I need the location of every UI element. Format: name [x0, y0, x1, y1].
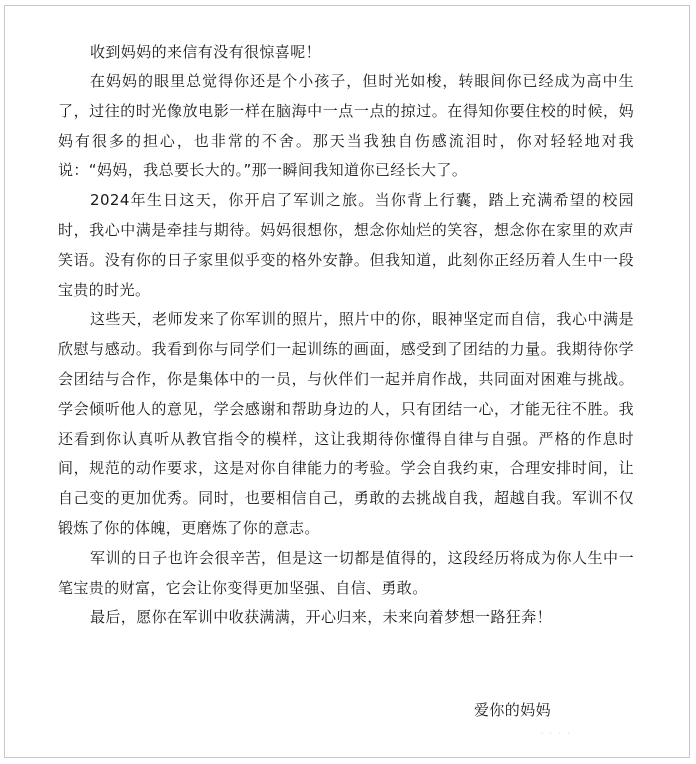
letter-body: [58, 38, 634, 633]
letter-paragraph-3: 这些天，老师发来了你军训的照片，照片中的你，眼神坚定而自信，我心中满是欣慰与感动。我看到你与同学们一起训练的画面，感受到了团结的力量。我期待你学会团结与合作，你是集体中的一员，与伙伴们一起并肩作战，共同面对困难与挑战。学会倾听他人的意见，学会感谢和帮助身边的人，只有团结一心，才能无往不胜。我还看到你认真听从教官指令的模样，这让我期待你懂得自律与自强。严格的作息时间，规范的动作要求，这是对你自律能力的考验。学会自我约束，合理安排时间，让自己变的更加优秀。同时，也要相信自己，勇敢的去挑战自我，超越自我。军训不仅锻炼了你的体魄，更磨炼了你的意志。: [58, 310, 634, 537]
letter-signature: 爱你的妈妈: [474, 701, 552, 719]
watermark-logo: · · · ·: [540, 727, 572, 740]
letter-paragraph-2: 2024年生日这天，你开启了军训之旅。当你背上行囊，踏上充满希望的校园时，我心中满是牵挂与期待。妈妈很想你，想念你灿烂的笑容，想念你在家里的欢声笑语。没有你的日子家里似乎变的格外安静。但我知道，此刻你正经历着人生中一段宝贵的时光。: [58, 191, 634, 299]
letter-greeting: 收到妈妈的来信有没有很惊喜呢！: [90, 43, 322, 61]
letter-paragraph-1: 在妈妈的眼里总觉得你还是个小孩子，但时光如梭，转眼间你已经成为高中生了，过往的时光像放电影一样在脑海中一点一点的掠过。在得知你要住校的时候，妈妈有很多的担心，也非常的不舍。那天当我独自伤感流泪时，你对轻轻地对我说：“妈妈，我总要长大的。”那一瞬间我知道你已经长大了。: [58, 72, 634, 180]
letter-paragraph-5: 最后，愿你在军训中收获满满，开心归来，未来向着梦想一路狂奔！: [90, 608, 553, 627]
letter-paragraph-4: 军训的日子也许会很辛苦，但是这一切都是值得的，这段经历将成为你人生中一笔宝贵的财富，它会让你变得更加坚强、自信、勇敢。: [58, 548, 634, 597]
